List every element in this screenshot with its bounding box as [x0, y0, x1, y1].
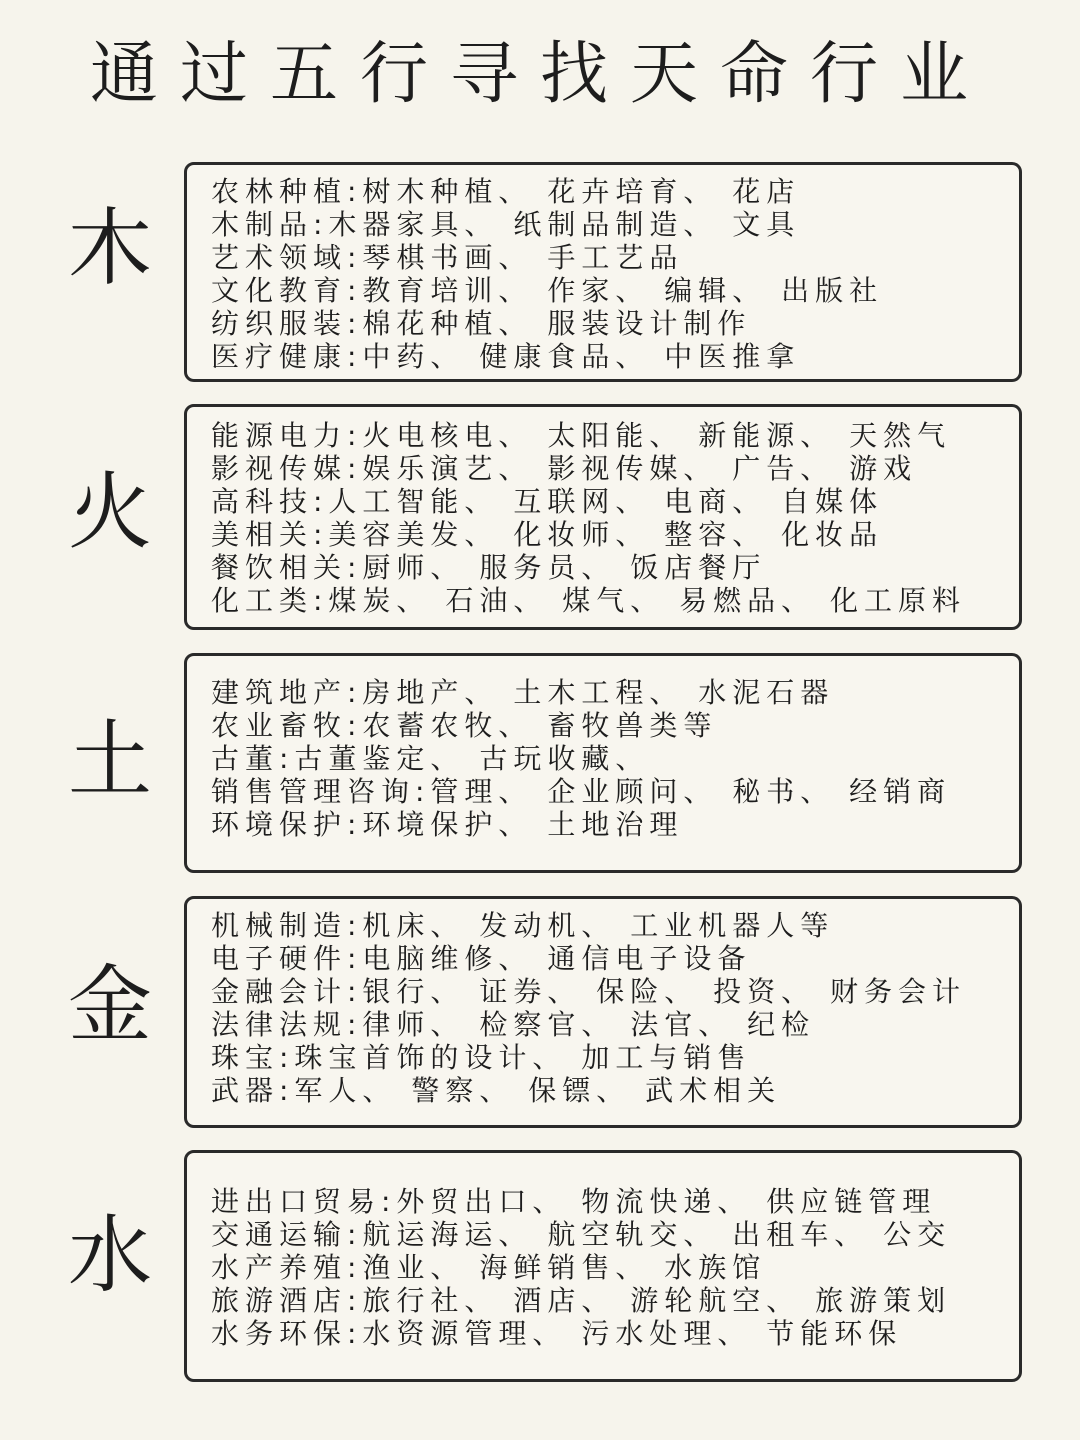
- card-line: 法律法规:律师、 检察官、 法官、 纪检: [211, 1008, 816, 1041]
- card-line: 机械制造:机床、 发动机、 工业机器人等: [211, 909, 835, 942]
- card-wood: [184, 162, 1022, 382]
- card-line: 旅游酒店:旅行社、 酒店、 游轮航空、 旅游策划: [211, 1284, 952, 1317]
- page-title: 通过五行寻找天命行业: [89, 35, 990, 114]
- card-line: 武器:军人、 警察、 保镖、 武术相关: [211, 1074, 782, 1107]
- card-line: 古董:古董鉴定、 古玩收藏、: [211, 742, 650, 775]
- element-label-metal: 金: [67, 956, 152, 1054]
- card-line: 农林种植:树木种植、 花卉培育、 花店: [211, 175, 801, 208]
- card-line: 能源电力:火电核电、 太阳能、 新能源、 天然气: [211, 419, 952, 452]
- card-line: 文化教育:教育培训、 作家、 编辑、 出版社: [211, 274, 884, 307]
- card-line: 珠宝:珠宝首饰的设计、 加工与销售: [211, 1041, 752, 1074]
- card-line: 水产养殖:渔业、 海鲜销售、 水族馆: [211, 1251, 767, 1284]
- card-line: 水务环保:水资源管理、 污水处理、 节能环保: [211, 1317, 903, 1350]
- card-line: 医疗健康:中药、 健康食品、 中医推拿: [211, 340, 801, 373]
- element-label-fire: 火: [67, 463, 152, 561]
- element-label-wood: 木: [67, 199, 152, 297]
- card-line: 农业畜牧:农蓄农牧、 畜牧兽类等: [211, 709, 718, 742]
- card-line: 电子硬件:电脑维修、 通信电子设备: [211, 942, 752, 975]
- card-line: 木制品:木器家具、 纸制品制造、 文具: [211, 208, 801, 241]
- card-line: 高科技:人工智能、 互联网、 电商、 自媒体: [211, 485, 884, 518]
- card-line: 金融会计:银行、 证券、 保险、 投资、 财务会计: [211, 975, 967, 1008]
- card-line: 纺织服装:棉花种植、 服装设计制作: [211, 307, 752, 340]
- card-line: 交通运输:航运海运、 航空轨交、 出租车、 公交: [211, 1218, 952, 1251]
- card-earth: [184, 653, 1022, 873]
- card-water: [184, 1150, 1022, 1382]
- card-line: 餐饮相关:厨师、 服务员、 饭店餐厅: [211, 551, 767, 584]
- card-line: 进出口贸易:外贸出口、 物流快递、 供应链管理: [211, 1185, 937, 1218]
- card-line: 美相关:美容美发、 化妆师、 整容、 化妆品: [211, 518, 884, 551]
- card-metal: [184, 896, 1022, 1128]
- card-line: 化工类:煤炭、 石油、 煤气、 易燃品、 化工原料: [211, 584, 967, 617]
- card-line: 建筑地产:房地产、 土木工程、 水泥石器: [211, 676, 835, 709]
- card-line: 销售管理咨询:管理、 企业顾问、 秘书、 经销商: [211, 775, 952, 808]
- element-label-water: 水: [67, 1206, 152, 1304]
- card-fire: [184, 404, 1022, 630]
- card-line: 影视传媒:娱乐演艺、 影视传媒、 广告、 游戏: [211, 452, 918, 485]
- card-line: 艺术领域:琴棋书画、 手工艺品: [211, 241, 684, 274]
- element-label-earth: 土: [67, 711, 152, 809]
- card-line: 环境保护:环境保护、 土地治理: [211, 808, 684, 841]
